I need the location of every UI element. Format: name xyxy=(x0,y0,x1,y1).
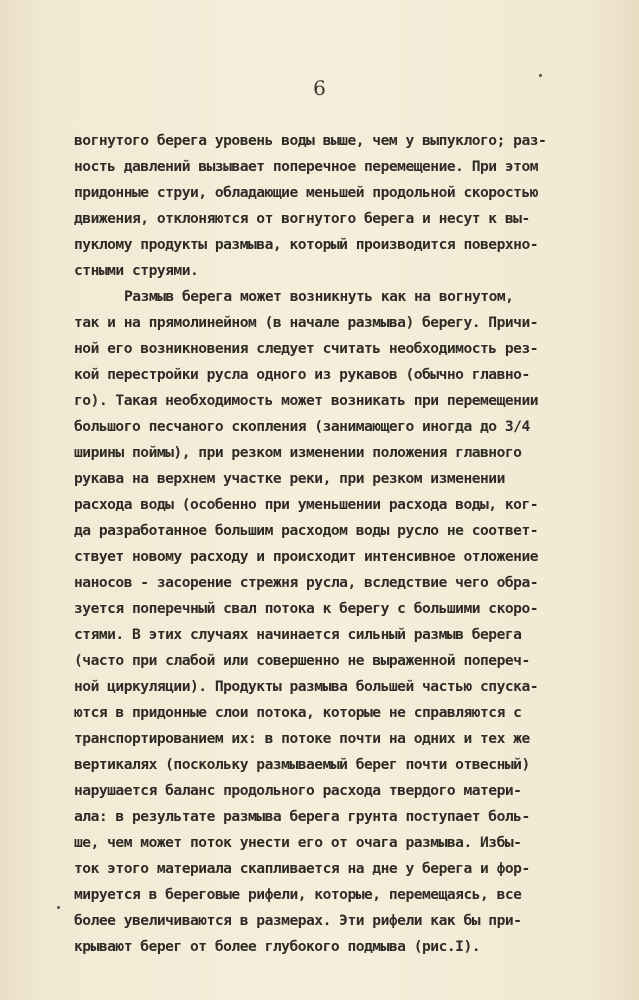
page-number: 6 xyxy=(313,76,326,100)
text-line: кой перестройки русла одного из рукавов (обычно главно- xyxy=(74,366,530,383)
text-line: нарушается баланс продольного расхода твердого матери- xyxy=(74,782,522,799)
text-line: большого песчаного скопления (занимающего иногда до 3/4 xyxy=(74,418,530,435)
text-line: рукава на верхнем участке реки, при резком изменении xyxy=(74,470,505,487)
text-line: ток этого материала скапливается на дне у берега и фор- xyxy=(74,860,530,877)
text-line: ность давлений вызывает поперечное перемещение. При этом xyxy=(74,158,539,175)
text-line: ной его возникновения следует считать необходимость рез- xyxy=(74,340,539,357)
text-line: так и на прямолинейном (в начале размыва) берегу. Причи- xyxy=(74,314,539,331)
text-line: пуклому продукты размыва, который производится поверхно- xyxy=(74,236,539,253)
text-line: более увеличиваются в размерах. Эти рифели как бы при- xyxy=(74,912,522,929)
text-line: Размыв берега может возникнуть как на вогнутом, xyxy=(124,288,514,305)
body-text xyxy=(74,128,604,960)
text-line: вертикалях (поскольку размываемый берег почти отвесный) xyxy=(74,756,530,773)
text-line: расхода воды (особенно при уменьшении расхода воды, ког- xyxy=(74,496,539,513)
text-line: стными струями. xyxy=(74,262,199,279)
text-line: движения, отклоняются от вогнутого берега и несут к вы- xyxy=(74,210,530,227)
paragraph-1 xyxy=(74,128,604,284)
paragraph-2 xyxy=(74,284,604,960)
text-line: мируется в береговые рифели, которые, перемещаясь, все xyxy=(74,886,522,903)
text-line: ются в придонные слои потока, которые не справляются с xyxy=(74,704,522,721)
text-line: транспортированием их: в потоке почти на одних и тех же xyxy=(74,730,530,747)
text-line: вогнутого берега уровень воды выше, чем у выпуклого; раз- xyxy=(74,132,547,149)
text-line: ширины поймы), при резком изменении положения главного xyxy=(74,444,522,461)
paper-speck xyxy=(539,74,542,77)
text-line: крывают берег от более глубокого подмыва (рис.I). xyxy=(74,938,481,955)
text-line: придонные струи, обладающие меньшей продольной скоростью xyxy=(74,184,539,201)
text-line: наносов - засорение стрежня русла, вследствие чего обра- xyxy=(74,574,539,591)
text-line: ше, чем может поток унести его от очага размыва. Избы- xyxy=(74,834,522,851)
text-line: ной циркуляции). Продукты размыва большей частью спуска- xyxy=(74,678,539,695)
paper-speck xyxy=(57,906,60,909)
text-line: зуется поперечный свал потока к берегу с большими скоро- xyxy=(74,600,539,617)
text-line: го). Такая необходимость может возникать при перемещении xyxy=(74,392,539,409)
text-line: стями. В этих случаях начинается сильный размыв берега xyxy=(74,626,522,643)
text-line: ствует новому расходу и происходит интенсивное отложение xyxy=(74,548,539,565)
text-line: (часто при слабой или совершенно не выраженной попереч- xyxy=(74,652,530,669)
text-line: да разработанное большим расходом воды русло не соответ- xyxy=(74,522,539,539)
text-line: ала: в результате размыва берега грунта поступает боль- xyxy=(74,808,530,825)
